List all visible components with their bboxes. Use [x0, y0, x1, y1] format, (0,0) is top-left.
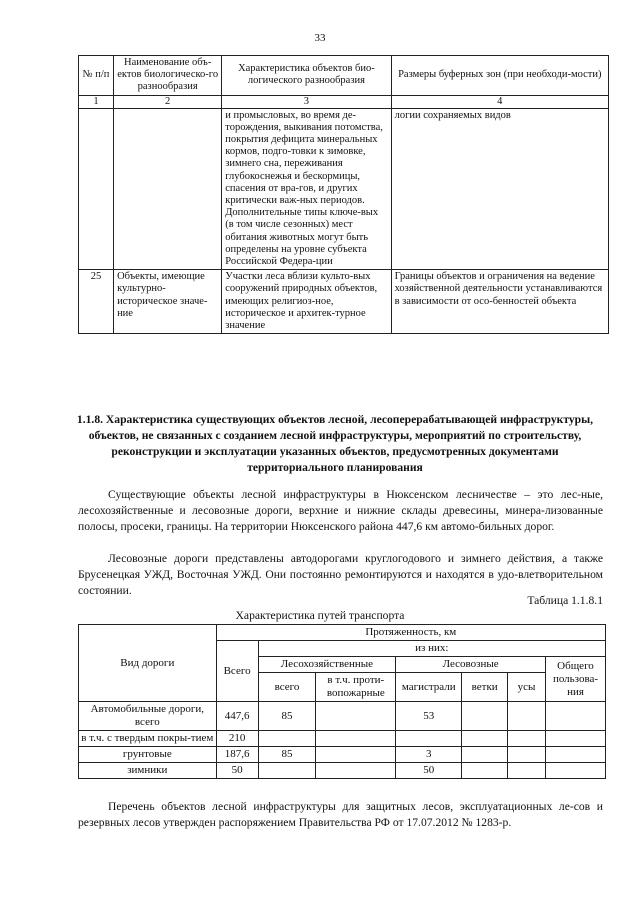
- column-number-row: [79, 95, 609, 108]
- header-forestry-total: всего: [258, 673, 316, 702]
- table-row: [79, 108, 609, 270]
- table-row: [79, 763, 606, 779]
- header-general-use: Общего пользова-ния: [546, 657, 606, 702]
- cell-forestry-total: [258, 763, 316, 779]
- cell-total: 50: [216, 763, 258, 779]
- cell-forestry-fire: [316, 731, 396, 747]
- column-number: 1: [79, 95, 114, 108]
- cell-forestry-total: [258, 731, 316, 747]
- cell-general: [546, 731, 606, 747]
- row-buffer-zone: Границы объектов и ограничения на ведение хозяйственной деятельности устанавливаются в зависимости от осо-бенностей объекта: [391, 270, 608, 334]
- cell-total: 210: [216, 731, 258, 747]
- cell-forestry-total: 85: [258, 747, 316, 763]
- cell-forestry-total: 85: [258, 702, 316, 731]
- column-number: 2: [114, 95, 222, 108]
- cell-forestry-fire: [316, 747, 396, 763]
- cell-main: 53: [396, 702, 462, 731]
- header-total: Всего: [216, 641, 258, 702]
- table-label: Таблица 1.1.8.1: [527, 594, 603, 607]
- cell-general: [546, 763, 606, 779]
- column-number: 3: [222, 95, 391, 108]
- table-header-row: [79, 56, 609, 96]
- cell-main: 3: [396, 747, 462, 763]
- cell-total: 447,6: [216, 702, 258, 731]
- header-object-name: Наименование объ-ектов биологическо-го разнообразия: [114, 56, 222, 96]
- header-forestry-roads: Лесохозяйственные: [258, 657, 396, 673]
- paragraph-logging-roads: Лесовозные дороги представлены автодорогами круглогодового и зимнего действия, а также Брусенецкая УЖД, Восточная УЖД. Они постоянно ремонтируются и находятся в удо-влетворительном состоянии.: [78, 552, 603, 597]
- cell-forestry-fire: [316, 763, 396, 779]
- cell-spurs: [508, 747, 546, 763]
- paragraph-infrastructure-list: Перечень объектов лесной инфраструктуры для защитных лесов, эксплуатационных ле-сов и резервных лесов утвержден распоряжением Правительства РФ от 17.07.2012 № 1283-р.: [78, 800, 603, 829]
- table-row: [79, 702, 606, 731]
- cell-spurs: [508, 731, 546, 747]
- cell-main: [396, 731, 462, 747]
- paragraph-infrastructure: Существующие объекты лесной инфраструктуры в Нюксенском лесничестве – это лес-ные, лесохозяйственные и лесовозные дороги, верхние и нижние склады древесины, минера-лизованные полосы, просеки, границы. На территории Нюксенского района 447,6 км автомо-бильных дорог.: [78, 488, 603, 533]
- row-object-name: [114, 108, 222, 270]
- header-logging-spurs: усы: [508, 673, 546, 702]
- row-road-name: зимники: [79, 763, 217, 779]
- cell-general: [546, 702, 606, 731]
- header-buffer-zone: Размеры буферных зон (при необходи-мости): [391, 56, 608, 96]
- header-logging-roads: Лесовозные: [396, 657, 546, 673]
- header-characteristic: Характеристика объектов био-логического разнообразия: [222, 56, 391, 96]
- header-forestry-fire: в т.ч. проти-вопожарные: [316, 673, 396, 702]
- cell-general: [546, 747, 606, 763]
- page-number: 33: [314, 32, 326, 44]
- header-of-which: из них:: [258, 641, 605, 657]
- table-row: [79, 731, 606, 747]
- cell-main: 50: [396, 763, 462, 779]
- header-logging-main: магистрали: [396, 673, 462, 702]
- cell-total: 187,6: [216, 747, 258, 763]
- table-row: [79, 270, 609, 334]
- cell-spurs: [508, 702, 546, 731]
- cell-branches: [462, 747, 508, 763]
- row-road-name: в т.ч. с твердым покры-тием: [79, 731, 217, 747]
- header-logging-branches: ветки: [462, 673, 508, 702]
- section-heading: 1.1.8. Характеристика существующих объектов лесной, лесоперерабатывающей инфраструктуры, объектов, не связанных с созданием лесной инфраструктуры, мероприятий по строительству, реконструкции и эксплуатации указанных объектов, предусмотренных документами территориального планирования: [76, 413, 594, 474]
- table-caption: Характеристика путей транспорта: [235, 609, 405, 622]
- header-number: № п/п: [79, 56, 114, 96]
- row-buffer-zone: логии сохраняемых видов: [391, 108, 608, 270]
- column-number: 4: [391, 95, 608, 108]
- transport-routes-table: [78, 624, 606, 779]
- header-length: Протяженность, км: [216, 625, 605, 641]
- row-object-name: Объекты, имеющие культурно-историческое значе-ние: [114, 270, 222, 334]
- row-road-name: Автомобильные дороги, всего: [79, 702, 217, 731]
- cell-forestry-fire: [316, 702, 396, 731]
- row-characteristic: Участки леса вблизи культо-вых сооружений природных объектов, имеющих религиоз-ное, историческое и архитек-турное значение: [222, 270, 391, 334]
- biodiversity-table: [78, 55, 609, 334]
- cell-branches: [462, 702, 508, 731]
- cell-branches: [462, 763, 508, 779]
- table-header-row: [79, 625, 606, 641]
- row-number: 25: [79, 270, 114, 334]
- header-road-type: Вид дороги: [79, 625, 217, 702]
- cell-branches: [462, 731, 508, 747]
- table-row: [79, 747, 606, 763]
- row-characteristic: и промысловых, во время де-торождения, выкивания потомства, покрытия дефицита минеральных кормов, подго-товки к зимовке, зимнего сна, переживания глубокоснежья и бескормицы, спасения от вра-гов, и других критически важ-ных периодов. Дополнительные типы ключе-вых (в том числе сезонных) мест обитания животных могут быть определены на уровне субъекта Российской Федера-ции: [222, 108, 391, 270]
- row-road-name: грунтовые: [79, 747, 217, 763]
- cell-spurs: [508, 763, 546, 779]
- row-number: [79, 108, 114, 270]
